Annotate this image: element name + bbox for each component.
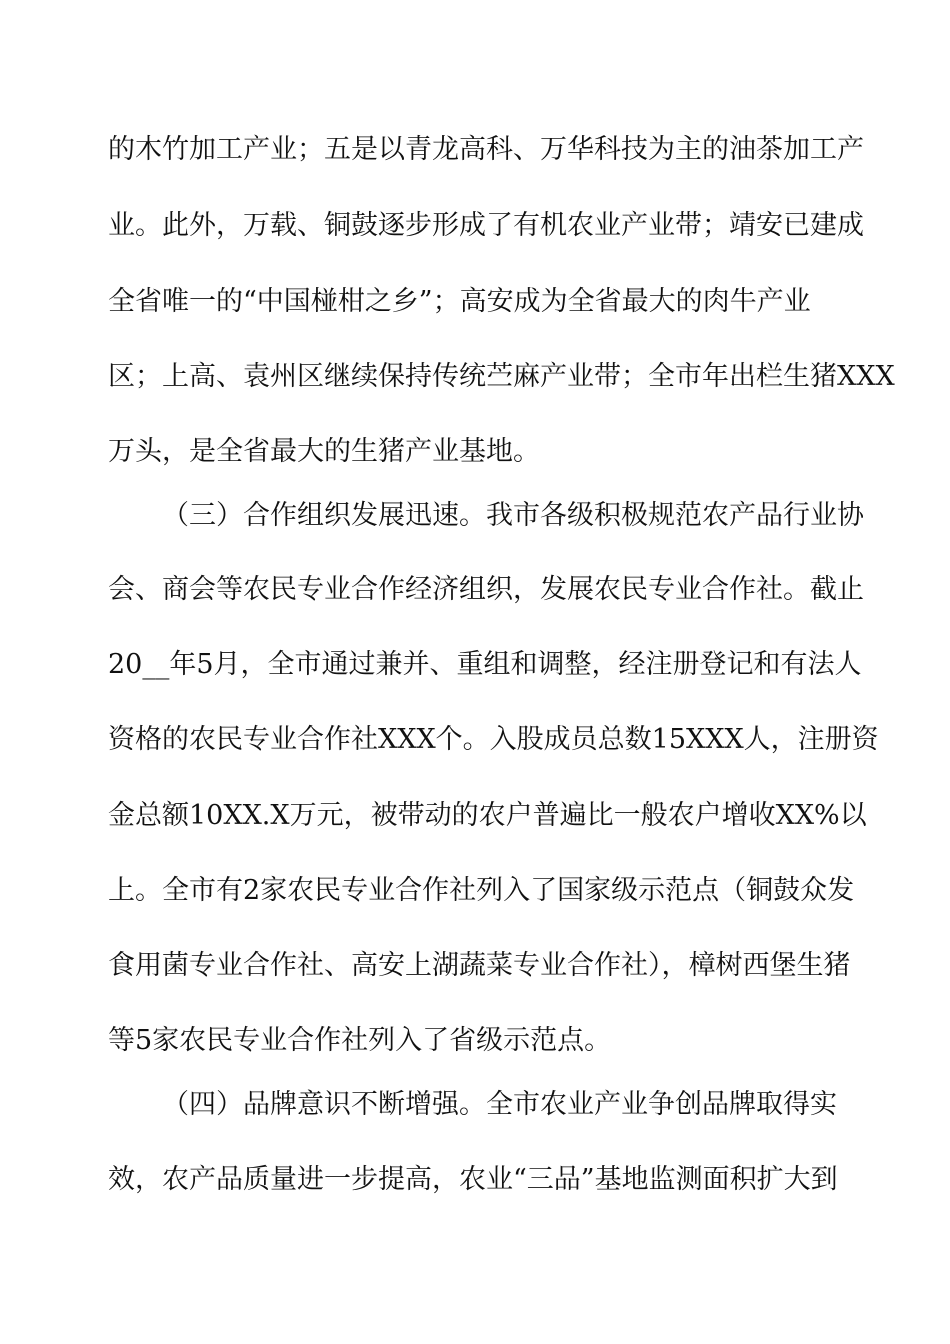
paragraph-4-first-line: （四）品牌意识不断增强。全市农业产业争创品牌取得实: [162, 1089, 837, 1120]
text-line-10: 金总额10XX.X万元，被带动的农户普遍比一般农户增收XX%以: [108, 800, 867, 831]
text-line-2: 业。此外，万载、铜鼓逐步形成了有机农业产业带；靖安已建成: [108, 210, 864, 241]
text-line-9: 资格的农民专业合作社XXX个。入股成员总数15XXX人，注册资: [108, 724, 879, 755]
text-line-12: 食用菌专业合作社、高安上湖蔬菜专业合作社），樟树西堡生猪: [108, 950, 851, 981]
text-line-13: 等5家农民专业合作社列入了省级示范点。: [108, 1025, 612, 1056]
text-line-3: 全省唯一的“中国椪柑之乡”；高安成为全省最大的肉牛产业: [108, 286, 811, 317]
text-line-11: 上。全市有2家农民专业合作社列入了国家级示范点（铜鼓众发: [108, 875, 855, 906]
text-line-7: 会、商会等农民专业合作经济组织，发展农民专业合作社。截止: [108, 574, 864, 605]
text-line-1: 的木竹加工产业；五是以青龙高科、万华科技为主的油茶加工产: [108, 134, 864, 165]
text-line-5: 万头，是全省最大的生猪产业基地。: [108, 436, 540, 467]
text-line-8: 20__年5月，全市通过兼并、重组和调整，经注册登记和有法人: [108, 649, 862, 680]
text-line-15: 效，农产品质量进一步提高，农业“三品”基地监测面积扩大到: [108, 1164, 838, 1195]
paragraph-3-first-line: （三）合作组织发展迅速。我市各级积极规范农产品行业协: [162, 500, 864, 531]
text-line-4: 区；上高、袁州区继续保持传统苎麻产业带；全市年出栏生猪XXX: [108, 361, 895, 392]
